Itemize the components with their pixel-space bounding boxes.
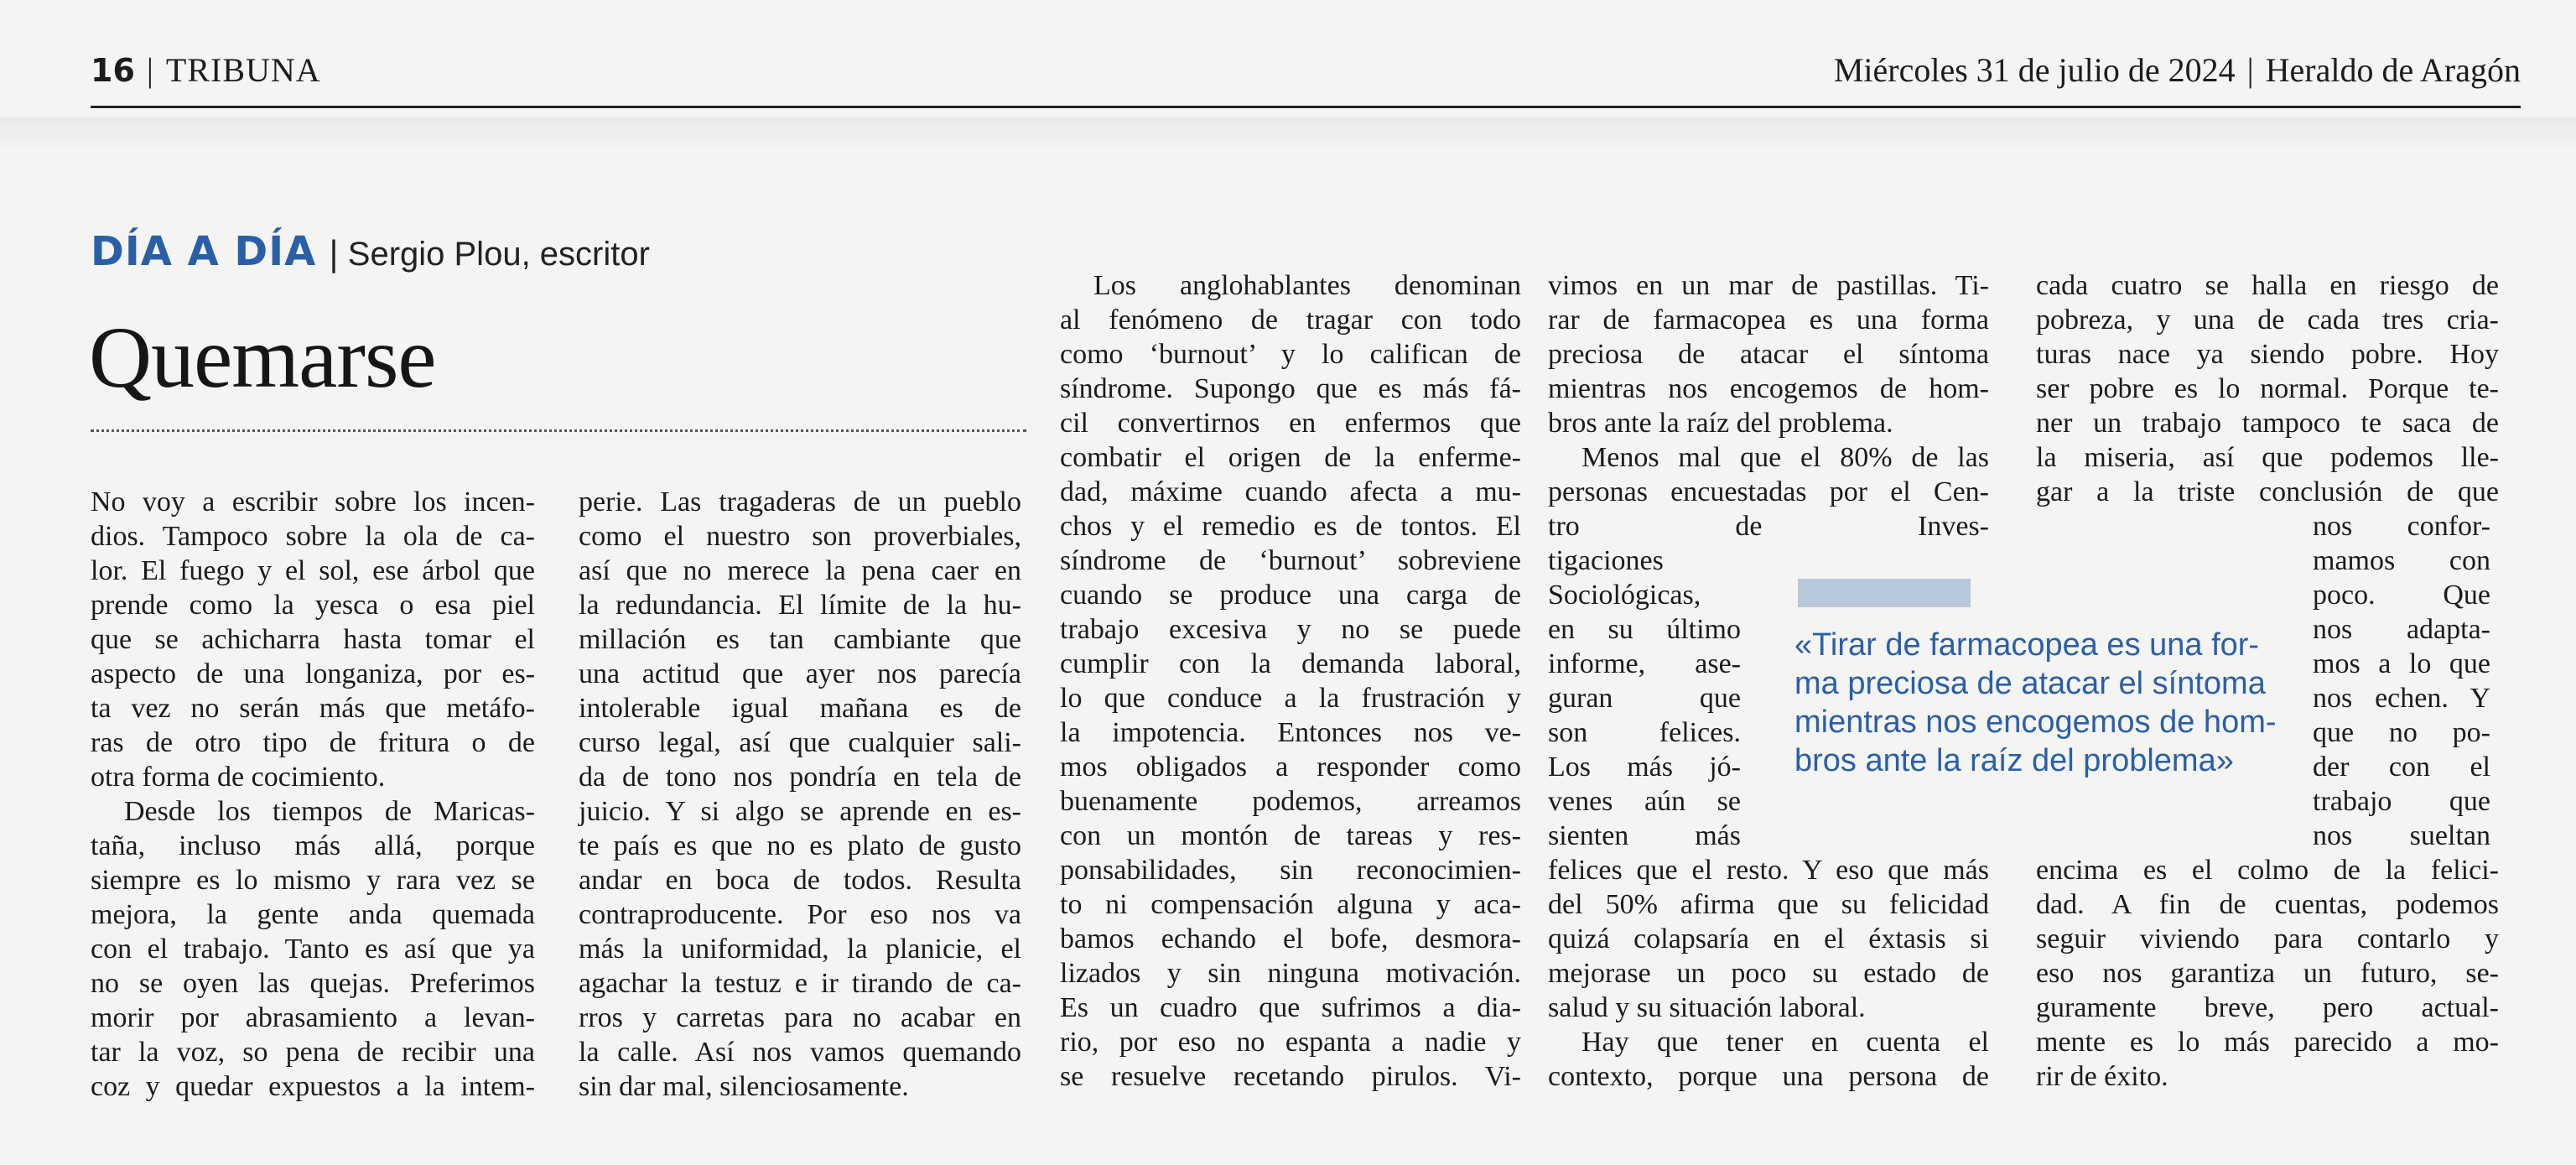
text-line: tigaciones xyxy=(1548,545,1664,576)
text-line: tar la voz, so pena de recibir una xyxy=(91,1037,535,1068)
text-line: bamos echando el bofe, desmora- xyxy=(1060,923,1521,954)
byline: Sergio Plou, escritor xyxy=(347,236,650,273)
text-line: poco. Que xyxy=(2313,580,2490,611)
pull-quote-line: «Tirar de farmacopea es una for- xyxy=(1794,627,2260,663)
text-line: así que no merece la pena caer en xyxy=(579,555,1021,586)
text-line: al fenómeno de tragar con todo xyxy=(1060,304,1521,335)
text-line: Los más jó- xyxy=(1548,752,1741,783)
text-line: buenamente podemos, arreamos xyxy=(1060,786,1521,817)
scan-shading xyxy=(0,117,2576,151)
text-line: quizá colapsaría en el éxtasis si xyxy=(1548,923,1989,954)
text-line: turas nace ya siendo pobre. Hoy xyxy=(2036,339,2499,370)
text-line: rar de farmacopea es una forma xyxy=(1548,304,1989,335)
text-line: la calle. Así nos vamos quemando xyxy=(579,1037,1021,1068)
text-line: Es un cuadro que sufrimos a dia- xyxy=(1060,992,1521,1023)
text-line: lor. El fuego y el sol, ese árbol que xyxy=(91,555,535,586)
text-line: ponsabilidades, sin reconocimien- xyxy=(1060,855,1521,886)
text-line: síndrome de ‘burnout’ sobreviene xyxy=(1060,545,1521,576)
text-line: rio, por eso no espanta a nadie y xyxy=(1060,1027,1521,1058)
text-line: prende como la yesca o esa piel xyxy=(91,590,535,621)
text-line: la miseria, así que podemos lle- xyxy=(2036,442,2499,473)
section-name: TRIBUNA xyxy=(165,51,321,89)
article-column-3 xyxy=(1060,268,1521,1094)
text-line: venes aún se xyxy=(1548,786,1741,817)
text-line: sin dar mal, silenciosamente. xyxy=(579,1071,909,1102)
text-line: felices que el resto. Y eso que más xyxy=(1548,855,1989,886)
text-line: No voy a escribir sobre los incen- xyxy=(91,486,535,517)
text-line: Desde los tiempos de Maricas- xyxy=(124,796,535,827)
text-line: morir por abrasamiento a levan- xyxy=(91,1002,535,1033)
headline-rule xyxy=(91,429,1026,432)
text-line: bros ante la raíz del problema. xyxy=(1548,408,1893,439)
text-line: nos sueltan xyxy=(2313,820,2490,851)
text-line: lo que conduce a la frustración y xyxy=(1060,683,1521,714)
text-line: personas encuestadas por el Cen- xyxy=(1548,476,1989,507)
text-line: con el trabajo. Tanto es así que ya xyxy=(91,934,535,965)
text-line: coz y quedar expuestos a la intem- xyxy=(91,1071,535,1102)
text-line: curso legal, así que cualquier sali- xyxy=(579,727,1021,758)
text-line: informe, ase- xyxy=(1548,648,1741,679)
text-line: nos adapta- xyxy=(2313,614,2490,645)
text-line: dad. A fin de cuentas, podemos xyxy=(2036,889,2499,920)
issue-date: Miércoles 31 de julio de 2024 xyxy=(1833,51,2236,89)
header-left xyxy=(91,50,321,90)
text-line: Sociológicas, xyxy=(1548,580,1701,611)
text-line: juicio. Y si algo se aprende en es- xyxy=(579,796,1021,827)
text-line: nos echen. Y xyxy=(2313,683,2490,714)
text-line: to ni compensación alguna y aca- xyxy=(1060,889,1521,920)
text-line: del 50% afirma que su felicidad xyxy=(1548,889,1989,920)
text-line: mientras nos encogemos de hom- xyxy=(1548,373,1989,404)
text-line: ras de otro tipo de fritura o de xyxy=(91,727,535,758)
header-separator: | xyxy=(146,51,154,89)
text-line: guran que xyxy=(1548,683,1741,714)
text-line: mejora, la gente anda quemada xyxy=(91,899,535,930)
text-line: contexto, porque una persona de xyxy=(1548,1061,1989,1092)
text-line: der con el xyxy=(2313,752,2490,783)
text-line: andar en boca de todos. Resulta xyxy=(579,865,1021,896)
text-line: tro de Inves- xyxy=(1548,511,1989,542)
text-line: mejorase un poco su estado de xyxy=(1548,958,1989,989)
pull-quote-line: bros ante la raíz del problema» xyxy=(1794,743,2234,778)
text-line: Menos mal que el 80% de las xyxy=(1581,442,1989,473)
text-line: trabajo excesiva y no se puede xyxy=(1060,614,1521,645)
text-line: preciosa de atacar el síntoma xyxy=(1548,339,1989,370)
text-line: que se achicharra hasta tomar el xyxy=(91,624,535,655)
text-line: mamos con xyxy=(2313,545,2490,576)
pull-quote-bar xyxy=(1798,579,1971,607)
text-line: lizados y sin ninguna motivación. xyxy=(1060,958,1521,989)
text-line: mos obligados a responder como xyxy=(1060,752,1521,783)
text-line: encima es el colmo de la felici- xyxy=(2036,855,2499,886)
text-line: que no po- xyxy=(2313,717,2490,748)
text-line: con un montón de tareas y res- xyxy=(1060,820,1521,851)
publication-name: Heraldo de Aragón xyxy=(2265,51,2521,89)
text-line: mos a lo que xyxy=(2313,648,2490,679)
text-line: no se oyen las quejas. Preferimos xyxy=(91,968,535,999)
text-line: gar a la triste conclusión de que xyxy=(2036,476,2499,507)
text-line: agachar la testuz e ir tirando de ca- xyxy=(579,968,1021,999)
text-line: una actitud que ayer nos parecía xyxy=(579,658,1021,689)
text-line: te país es que no es plato de gusto xyxy=(579,830,1021,861)
header-right xyxy=(1834,50,2521,90)
text-line: chos y el remedio es de tontos. El xyxy=(1060,511,1521,542)
text-line: rir de éxito. xyxy=(2036,1061,2168,1092)
article-column-2 xyxy=(579,485,1021,1104)
text-line: nos confor- xyxy=(2313,511,2490,542)
text-line: rros y carretas para no acabar en xyxy=(579,1002,1021,1033)
text-line: se resuelve recetando pirulos. Vi- xyxy=(1060,1061,1521,1092)
text-line: sienten más xyxy=(1548,820,1741,851)
text-line: ner un trabajo tampoco te saca de xyxy=(2036,408,2499,439)
page-number: 16 xyxy=(91,52,135,89)
text-line: combatir el origen de la enferme- xyxy=(1060,442,1521,473)
text-line: da de tono nos pondría en tela de xyxy=(579,762,1021,793)
text-line: síndrome. Supongo que es más fá- xyxy=(1060,373,1521,404)
text-line: vimos en un mar de pastillas. Ti- xyxy=(1548,270,1989,301)
article-kicker xyxy=(91,228,650,275)
text-line: como el nuestro son proverbiales, xyxy=(579,521,1021,552)
text-line: en su último xyxy=(1548,614,1741,645)
text-line: otra forma de cocimiento. xyxy=(91,762,386,793)
text-line: seguir viviendo para contarlo y xyxy=(2036,923,2499,954)
text-line: guramente breve, pero actual- xyxy=(2036,992,2499,1023)
text-line: dad, máxime cuando afecta a mu- xyxy=(1060,476,1521,507)
narrow-text-block xyxy=(1548,543,1741,853)
text-line: la impotencia. Entonces nos ve- xyxy=(1060,717,1521,748)
text-line: como ‘burnout’ y lo califican de xyxy=(1060,339,1521,370)
text-line: cumplir con la demanda laboral, xyxy=(1060,648,1521,679)
text-line: eso nos garantiza un futuro, se- xyxy=(2036,958,2499,989)
column-section-label: DÍA A DÍA xyxy=(91,228,317,275)
article-column-1 xyxy=(91,485,535,1104)
header-separator: | xyxy=(2246,51,2254,89)
text-line: dios. Tampoco sobre la ola de ca- xyxy=(91,521,535,552)
headline: Quemarse xyxy=(89,309,436,406)
text-line: cuando se produce una carga de xyxy=(1060,580,1521,611)
text-line: contraproducente. Por eso nos va xyxy=(579,899,1021,930)
text-line: trabajo que xyxy=(2313,786,2490,817)
text-line: intolerable igual mañana es de xyxy=(579,693,1021,724)
header-rule xyxy=(91,106,2521,108)
pull-quote-line: mientras nos encogemos de hom- xyxy=(1794,705,2277,740)
text-line: cil convertirnos en enfermos que xyxy=(1060,408,1521,439)
text-line: taña, incluso más allá, porque xyxy=(91,830,535,861)
text-line: pobreza, y una de cada tres cria- xyxy=(2036,304,2499,335)
text-line: cada cuatro se halla en riesgo de xyxy=(2036,270,2499,301)
text-line: aspecto de una longaniza, por es- xyxy=(91,658,535,689)
kicker-separator: | xyxy=(328,235,340,273)
text-line: Los anglohablantes denominan xyxy=(1093,270,1521,301)
text-line: millación es tan cambiante que xyxy=(579,624,1021,655)
pull-quote xyxy=(1794,626,2277,780)
text-line: ta vez no serán más que metáfo- xyxy=(91,693,535,724)
page-header xyxy=(91,50,2521,99)
text-line: son felices. xyxy=(1548,717,1741,748)
text-line: Hay que tener en cuenta el xyxy=(1581,1027,1989,1058)
text-line: ser pobre es lo normal. Porque te- xyxy=(2036,373,2499,404)
text-line: más la uniformidad, la planicie, el xyxy=(579,934,1021,965)
text-line: siempre es lo mismo y rara vez se xyxy=(91,865,535,896)
pull-quote-line: ma preciosa de atacar el síntoma xyxy=(1794,666,2266,701)
narrow-text-block xyxy=(2313,509,2490,853)
text-line: perie. Las tragaderas de un pueblo xyxy=(579,486,1021,517)
text-line: la redundancia. El límite de la hu- xyxy=(579,590,1021,621)
text-line: salud y su situación laboral. xyxy=(1548,992,1866,1023)
text-line: mente es lo más parecido a mo- xyxy=(2036,1027,2499,1058)
